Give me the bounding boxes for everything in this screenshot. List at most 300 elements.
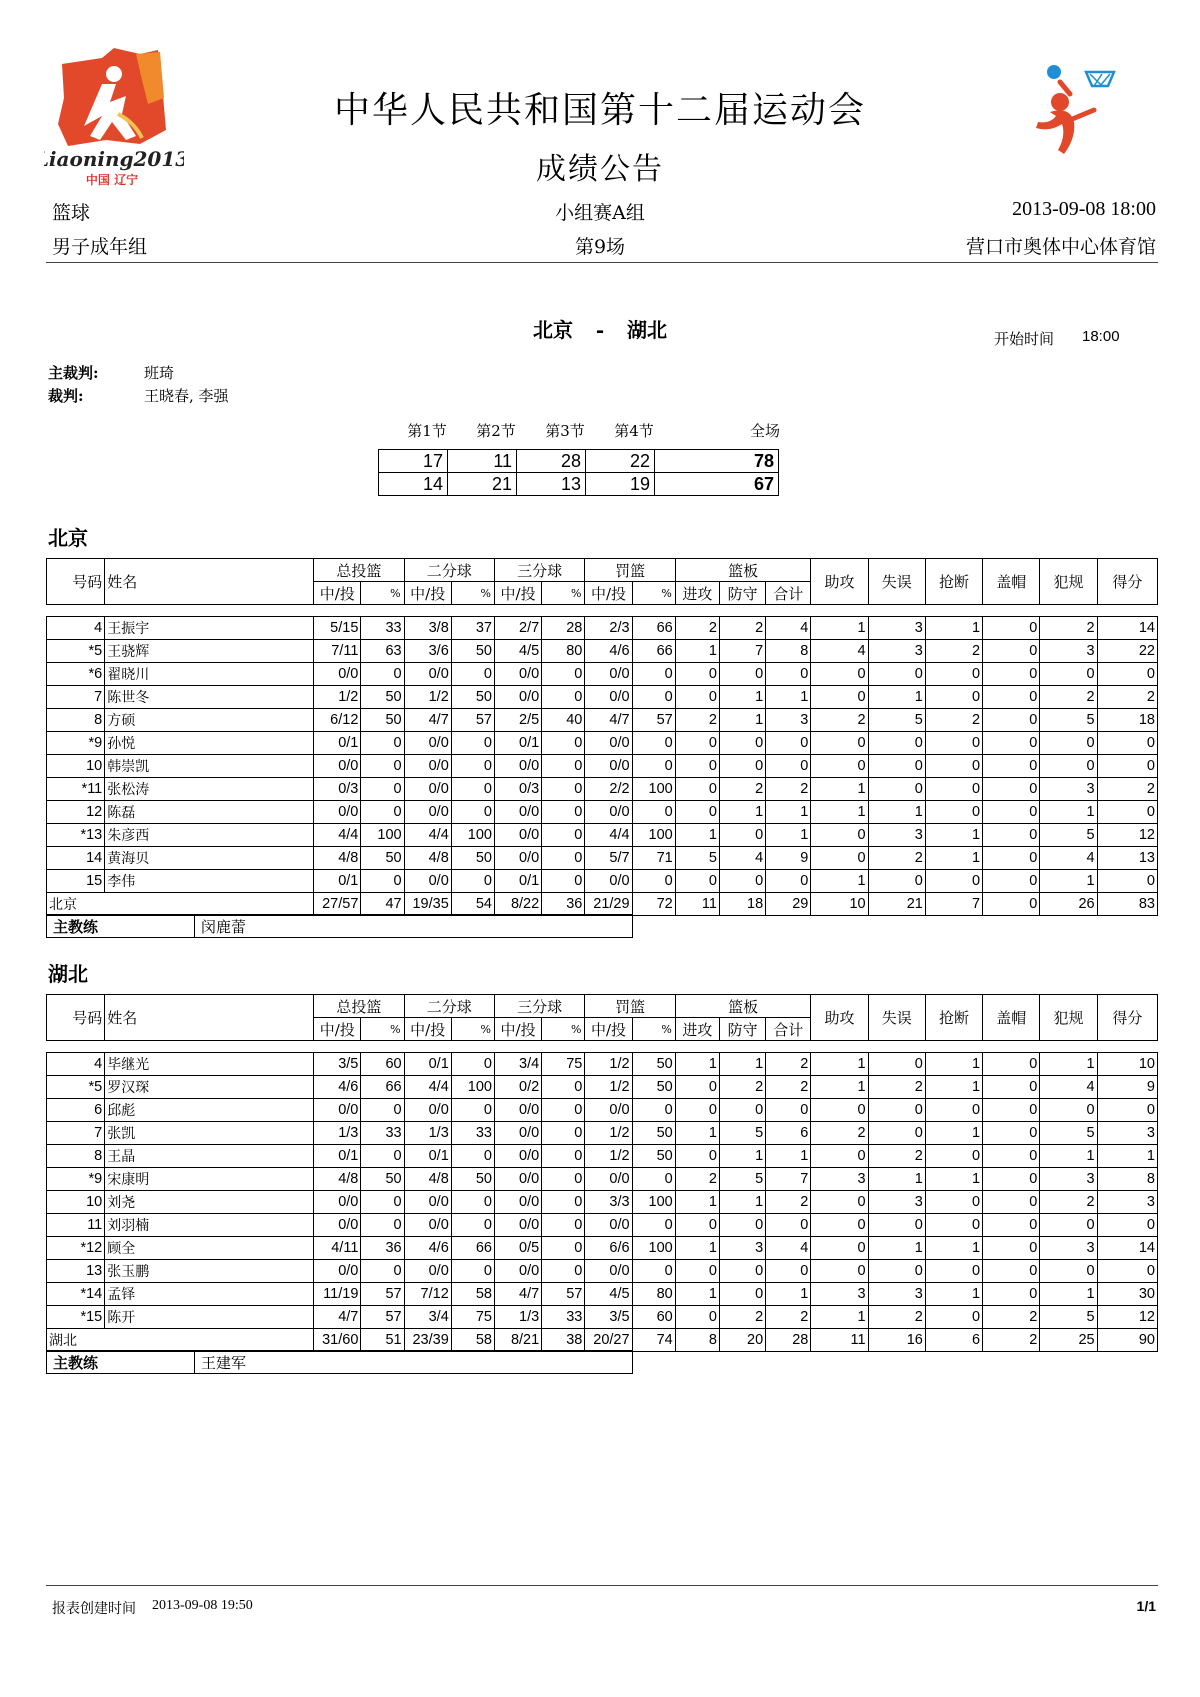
player-name: 陈世冬 <box>105 686 314 709</box>
stat-cell: 2 <box>868 1076 925 1099</box>
stat-cell: 40 <box>542 709 585 732</box>
player-row <box>47 732 1158 755</box>
team-total-cell: 11 <box>675 893 719 916</box>
stat-cell: 100 <box>451 1076 494 1099</box>
stat-cell: 1 <box>675 1191 719 1214</box>
stat-cell: 0 <box>632 732 675 755</box>
stat-cell: 0 <box>675 1260 719 1283</box>
stat-cell: 0 <box>983 801 1040 824</box>
stat-cell: 0/0 <box>494 663 541 686</box>
stat-cell: 1 <box>925 617 982 640</box>
stat-cell: 0 <box>361 1145 404 1168</box>
stat-cell: 0 <box>983 1053 1040 1076</box>
total-header: 全场 <box>749 422 780 440</box>
results-title: 成绩公告 <box>536 152 664 187</box>
stat-cell: 50 <box>632 1145 675 1168</box>
player-number: *6 <box>47 663 105 686</box>
stat-cell: 7 <box>766 1168 811 1191</box>
stat-cell: 0 <box>1040 1214 1097 1237</box>
stat-cell: 33 <box>361 617 404 640</box>
stat-cell: 2 <box>719 1076 765 1099</box>
stat-cell: 58 <box>451 1283 494 1306</box>
player-row <box>47 1283 1158 1306</box>
stat-cell: 0/0 <box>314 755 361 778</box>
team-total-cell: 21/29 <box>585 893 632 916</box>
score-cell: 19 <box>586 473 655 496</box>
stat-cell: 2/5 <box>494 709 541 732</box>
stat-cell: 0 <box>766 870 811 893</box>
stat-cell: 60 <box>632 1306 675 1329</box>
stat-cell: 2 <box>811 1122 868 1145</box>
player-name: 陈磊 <box>105 801 314 824</box>
player-number: 4 <box>47 1053 105 1076</box>
stat-cell: 0 <box>542 1168 585 1191</box>
stats-header <box>46 558 1158 605</box>
stat-cell: 33 <box>542 1306 585 1329</box>
col-2pt-header: 二分球 <box>404 995 494 1018</box>
stat-cell: 0 <box>983 824 1040 847</box>
player-row <box>47 1237 1158 1260</box>
away-team-name: 湖北 <box>626 318 667 342</box>
stat-cell: 0 <box>719 732 765 755</box>
stats-header <box>46 994 1158 1041</box>
player-number: 13 <box>47 1260 105 1283</box>
stat-cell: 0 <box>451 755 494 778</box>
stat-cell: 0 <box>925 1306 982 1329</box>
stat-cell: 1 <box>1040 1283 1097 1306</box>
stat-cell: 0 <box>542 1099 585 1122</box>
player-name: 王晶 <box>105 1145 314 1168</box>
player-number: *5 <box>47 1076 105 1099</box>
team-total-cell: 27/57 <box>314 893 361 916</box>
stat-cell: 4/6 <box>585 640 632 663</box>
stat-cell: 66 <box>451 1237 494 1260</box>
team-total-cell: 38 <box>542 1329 585 1352</box>
col-blk-header: 盖帽 <box>983 995 1040 1041</box>
stat-cell: 1 <box>719 686 765 709</box>
stat-cell: 0 <box>811 1191 868 1214</box>
total-score-cell: 67 <box>655 473 779 496</box>
stat-cell: 8 <box>766 640 811 663</box>
stat-cell: 0 <box>1097 1214 1157 1237</box>
stat-cell: 3 <box>868 1191 925 1214</box>
stat-cell: 0 <box>925 755 982 778</box>
stat-cell: 1 <box>675 1122 719 1145</box>
stat-cell: 4/11 <box>314 1237 361 1260</box>
col-pct-header: % <box>542 582 585 605</box>
coach-label: 主教练 <box>47 915 195 938</box>
stat-cell: 1/2 <box>585 1053 632 1076</box>
stat-cell: 33 <box>451 1122 494 1145</box>
stat-cell: 13 <box>1097 847 1157 870</box>
stat-cell: 66 <box>632 617 675 640</box>
player-number: *5 <box>47 640 105 663</box>
stat-cell: 33 <box>361 1122 404 1145</box>
team-total-label: 北京 <box>47 893 314 916</box>
stat-cell: 1 <box>925 1283 982 1306</box>
event-title: 中华人民共和国第十二届运动会 <box>333 90 866 131</box>
stat-cell: 0 <box>542 801 585 824</box>
stat-cell: 0/0 <box>585 1214 632 1237</box>
stat-cell: 100 <box>632 1237 675 1260</box>
stat-cell: 0 <box>925 870 982 893</box>
stat-cell: 4/7 <box>404 709 451 732</box>
stat-cell: 50 <box>361 1168 404 1191</box>
stat-cell: 2 <box>811 709 868 732</box>
stat-cell: 0 <box>675 1076 719 1099</box>
stat-cell: 2 <box>675 617 719 640</box>
stat-cell: 1 <box>1040 1145 1097 1168</box>
player-name: 张松涛 <box>105 778 314 801</box>
stat-cell: 0 <box>451 1099 494 1122</box>
referees-label: 裁判: <box>48 387 84 405</box>
stat-cell: 1 <box>766 686 811 709</box>
stat-cell: 0 <box>451 1260 494 1283</box>
score-row <box>379 473 779 496</box>
col-made-att-header: 中/投 <box>404 1018 451 1041</box>
stat-cell: 0 <box>811 686 868 709</box>
player-row <box>47 1099 1158 1122</box>
team-total-cell: 28 <box>766 1329 811 1352</box>
stat-cell: 2 <box>925 709 982 732</box>
col-3pt-header: 三分球 <box>494 559 584 582</box>
stat-cell: 0 <box>983 640 1040 663</box>
stat-cell: 1 <box>1040 870 1097 893</box>
stat-cell: 0 <box>719 870 765 893</box>
stat-cell: 66 <box>632 640 675 663</box>
team-total-cell: 6 <box>925 1329 982 1352</box>
stat-cell: 0 <box>451 1145 494 1168</box>
q3-header: 第3节 <box>545 422 585 440</box>
stat-cell: 1 <box>675 1237 719 1260</box>
stat-cell: 0 <box>675 663 719 686</box>
player-number: 11 <box>47 1214 105 1237</box>
player-name: 张凯 <box>105 1122 314 1145</box>
stat-cell: 3 <box>1040 1168 1097 1191</box>
stat-cell: 0/0 <box>404 1191 451 1214</box>
stat-cell: 0 <box>766 663 811 686</box>
stat-cell: 0 <box>983 1099 1040 1122</box>
stat-cell: 0 <box>632 663 675 686</box>
stat-cell: 0 <box>361 1214 404 1237</box>
stat-cell: 0 <box>719 755 765 778</box>
stat-cell: 0 <box>451 1191 494 1214</box>
player-row <box>47 801 1158 824</box>
stat-cell: 8 <box>1097 1168 1157 1191</box>
team-total-cell: 20/27 <box>585 1329 632 1352</box>
stat-cell: 0/1 <box>314 732 361 755</box>
stat-cell: 57 <box>451 709 494 732</box>
stat-cell: 0/0 <box>494 1168 541 1191</box>
stat-cell: 57 <box>632 709 675 732</box>
quarter-scoreboard <box>378 449 779 496</box>
stat-cell: 1 <box>719 1191 765 1214</box>
score-cell: 17 <box>379 450 448 473</box>
col-stl-header: 抢断 <box>925 559 982 605</box>
stat-cell: 2 <box>719 778 765 801</box>
stat-cell: 0 <box>925 732 982 755</box>
stat-cell: 3/4 <box>404 1306 451 1329</box>
score-row <box>379 450 779 473</box>
stat-cell: 7 <box>719 640 765 663</box>
logo-subtext: 中国 辽宁 <box>85 173 139 187</box>
stat-cell: 0 <box>1097 801 1157 824</box>
stat-cell: 0 <box>542 755 585 778</box>
stat-cell: 28 <box>542 617 585 640</box>
stat-cell: 1/2 <box>585 1122 632 1145</box>
stat-cell: 0 <box>766 1260 811 1283</box>
stat-cell: 0 <box>632 1168 675 1191</box>
footer-divider <box>46 1585 1158 1586</box>
stat-cell: 0 <box>983 847 1040 870</box>
col-pct-header: % <box>361 582 404 605</box>
stat-cell: 3 <box>1040 1237 1097 1260</box>
stat-cell: 1/3 <box>404 1122 451 1145</box>
player-row <box>47 824 1158 847</box>
stat-cell: 60 <box>361 1053 404 1076</box>
team-total-cell: 18 <box>719 893 765 916</box>
stat-cell: 5 <box>1040 1122 1097 1145</box>
stat-cell: 0 <box>542 1145 585 1168</box>
stat-cell: 0/0 <box>585 801 632 824</box>
stat-cell: 6 <box>766 1122 811 1145</box>
player-name: 邱彪 <box>105 1099 314 1122</box>
stat-cell: 2 <box>1097 686 1157 709</box>
player-number: 12 <box>47 801 105 824</box>
stat-cell: 0 <box>925 1191 982 1214</box>
team-total-cell: 47 <box>361 893 404 916</box>
stat-cell: 0 <box>868 663 925 686</box>
stat-cell: 5 <box>719 1122 765 1145</box>
stat-cell: 75 <box>542 1053 585 1076</box>
stat-cell: 1 <box>811 1053 868 1076</box>
stat-cell: 3 <box>1097 1191 1157 1214</box>
stat-cell: 1/2 <box>585 1145 632 1168</box>
stat-cell: 50 <box>632 1053 675 1076</box>
stat-cell: 0 <box>542 1191 585 1214</box>
stat-cell: 7/12 <box>404 1283 451 1306</box>
stat-cell: 0/0 <box>494 824 541 847</box>
stat-cell: 3 <box>868 1283 925 1306</box>
stat-cell: 3/8 <box>404 617 451 640</box>
stat-cell: 1 <box>811 617 868 640</box>
player-name: 韩崇凯 <box>105 755 314 778</box>
team-total-cell: 19/35 <box>404 893 451 916</box>
stat-cell: 0 <box>868 778 925 801</box>
header-divider <box>46 262 1158 263</box>
stat-cell: 2 <box>868 1306 925 1329</box>
col-reb-header: 篮板 <box>675 559 811 582</box>
stat-cell: 0 <box>868 755 925 778</box>
player-name: 黄海贝 <box>105 847 314 870</box>
stat-cell: 0 <box>868 1214 925 1237</box>
stat-cell: 1 <box>811 1306 868 1329</box>
stat-cell: 0 <box>632 686 675 709</box>
stat-cell: 0 <box>675 686 719 709</box>
col-reb-header: 篮板 <box>675 995 811 1018</box>
coach-table <box>46 1350 633 1374</box>
team-total-cell: 31/60 <box>314 1329 361 1352</box>
stat-cell: 1 <box>1040 1053 1097 1076</box>
q4-header: 第4节 <box>614 422 654 440</box>
created-time-label: 报表创建时间 <box>52 1601 136 1617</box>
player-row <box>47 870 1158 893</box>
stat-cell: 0 <box>811 1260 868 1283</box>
stat-cell: 0 <box>983 1122 1040 1145</box>
stat-cell: 0 <box>1097 1099 1157 1122</box>
player-number: *14 <box>47 1283 105 1306</box>
stat-cell: 0 <box>542 686 585 709</box>
stat-cell: 0/0 <box>585 1260 632 1283</box>
stat-cell: 50 <box>632 1076 675 1099</box>
stat-cell: 22 <box>1097 640 1157 663</box>
stat-cell: 0 <box>632 1099 675 1122</box>
stat-cell: 0/3 <box>314 778 361 801</box>
player-row <box>47 1122 1158 1145</box>
player-number: 7 <box>47 686 105 709</box>
stat-cell: 0 <box>983 1260 1040 1283</box>
stat-cell: 0/0 <box>585 663 632 686</box>
team-total-cell: 29 <box>766 893 811 916</box>
stat-cell: 0/0 <box>404 755 451 778</box>
venue-label: 营口市奥体中心体育馆 <box>965 236 1156 258</box>
stat-cell: 57 <box>361 1283 404 1306</box>
stat-cell: 1 <box>719 709 765 732</box>
stat-cell: 0 <box>632 801 675 824</box>
stat-cell: 0/0 <box>494 1260 541 1283</box>
stat-cell: 0 <box>925 1214 982 1237</box>
stat-cell: 0 <box>1040 663 1097 686</box>
player-row <box>47 709 1158 732</box>
player-number: *11 <box>47 778 105 801</box>
stat-cell: 0 <box>632 1260 675 1283</box>
player-name: 刘尧 <box>105 1191 314 1214</box>
stat-cell: 2 <box>675 1168 719 1191</box>
player-row <box>47 778 1158 801</box>
stat-cell: 80 <box>542 640 585 663</box>
stat-cell: 0 <box>983 709 1040 732</box>
player-name: 朱彦西 <box>105 824 314 847</box>
player-number: 8 <box>47 709 105 732</box>
stat-cell: 1 <box>675 824 719 847</box>
stat-cell: 1/2 <box>314 686 361 709</box>
stat-cell: 4/7 <box>314 1306 361 1329</box>
stat-cell: 6/6 <box>585 1237 632 1260</box>
stat-cell: 0 <box>868 732 925 755</box>
stat-cell: 2 <box>719 617 765 640</box>
stat-cell: 0/0 <box>494 801 541 824</box>
stat-cell: 3/5 <box>314 1053 361 1076</box>
stat-cell: 0 <box>925 686 982 709</box>
stat-cell: 4/8 <box>314 1168 361 1191</box>
stat-cell: 0 <box>675 1306 719 1329</box>
team-total-cell: 25 <box>1040 1329 1097 1352</box>
col-fg-header: 总投篮 <box>314 995 404 1018</box>
game-number: 第9场 <box>574 236 626 258</box>
stat-cell: 7/11 <box>314 640 361 663</box>
player-number: *13 <box>47 824 105 847</box>
stat-cell: 0 <box>451 870 494 893</box>
stat-cell: 2 <box>983 1306 1040 1329</box>
score-cell: 11 <box>448 450 517 473</box>
stat-cell: 0 <box>632 870 675 893</box>
team-total-cell: 11 <box>811 1329 868 1352</box>
stat-cell: 0 <box>868 870 925 893</box>
stat-cell: 0/1 <box>314 1145 361 1168</box>
stat-cell: 2/3 <box>585 617 632 640</box>
player-stats-table <box>46 1052 1158 1352</box>
col-blk-header: 盖帽 <box>983 559 1040 605</box>
col-tot-reb-header: 合计 <box>766 582 811 605</box>
stat-cell: 30 <box>1097 1283 1157 1306</box>
stat-cell: 0 <box>361 732 404 755</box>
player-name: 罗汉琛 <box>105 1076 314 1099</box>
col-made-att-header: 中/投 <box>314 582 361 605</box>
player-name: 孙悦 <box>105 732 314 755</box>
category-label: 男子成年组 <box>52 236 148 258</box>
team-total-cell: 23/39 <box>404 1329 451 1352</box>
stat-cell: 0 <box>983 663 1040 686</box>
stat-cell: 1 <box>719 801 765 824</box>
team-total-cell: 8/21 <box>494 1329 541 1352</box>
player-row <box>47 1053 1158 1076</box>
player-row <box>47 1145 1158 1168</box>
stat-cell: 0 <box>542 1214 585 1237</box>
col-pts-header: 得分 <box>1097 559 1157 605</box>
stat-cell: 0/5 <box>494 1237 541 1260</box>
stat-cell: 0/0 <box>585 732 632 755</box>
stat-cell: 0/0 <box>494 1191 541 1214</box>
stat-cell: 0 <box>675 801 719 824</box>
stat-cell: 0 <box>542 732 585 755</box>
stat-cell: 0 <box>361 778 404 801</box>
stat-cell: 0/0 <box>314 1260 361 1283</box>
stat-cell: 2 <box>766 1053 811 1076</box>
stat-cell: 4/7 <box>494 1283 541 1306</box>
stat-cell: 5 <box>1040 709 1097 732</box>
player-row <box>47 1191 1158 1214</box>
stat-cell: 3 <box>766 709 811 732</box>
stat-cell: 0/0 <box>404 870 451 893</box>
stat-cell: 50 <box>451 640 494 663</box>
stat-cell: 0 <box>766 1214 811 1237</box>
stat-cell: 14 <box>1097 1237 1157 1260</box>
stat-cell: 3 <box>719 1237 765 1260</box>
stat-cell: 0 <box>925 801 982 824</box>
stat-cell: 0 <box>719 1099 765 1122</box>
stat-cell: 80 <box>632 1283 675 1306</box>
player-number: 10 <box>47 1191 105 1214</box>
stat-cell: 4 <box>1040 1076 1097 1099</box>
stat-cell: 0/0 <box>404 1099 451 1122</box>
stat-cell: 10 <box>1097 1053 1157 1076</box>
stat-cell: 6/12 <box>314 709 361 732</box>
stat-cell: 1 <box>925 1053 982 1076</box>
stat-cell: 100 <box>451 824 494 847</box>
stat-cell: 50 <box>451 847 494 870</box>
stat-cell: 1 <box>719 1145 765 1168</box>
score-cell: 13 <box>517 473 586 496</box>
stat-cell: 0 <box>811 1237 868 1260</box>
player-name: 顾全 <box>105 1237 314 1260</box>
stat-cell: 0 <box>361 1191 404 1214</box>
stat-cell: 12 <box>1097 1306 1157 1329</box>
team-total-cell: 36 <box>542 893 585 916</box>
home-team-name: 北京 <box>533 318 574 342</box>
stat-cell: 4/8 <box>314 847 361 870</box>
stat-cell: 1 <box>811 1076 868 1099</box>
stat-cell: 1 <box>766 1145 811 1168</box>
